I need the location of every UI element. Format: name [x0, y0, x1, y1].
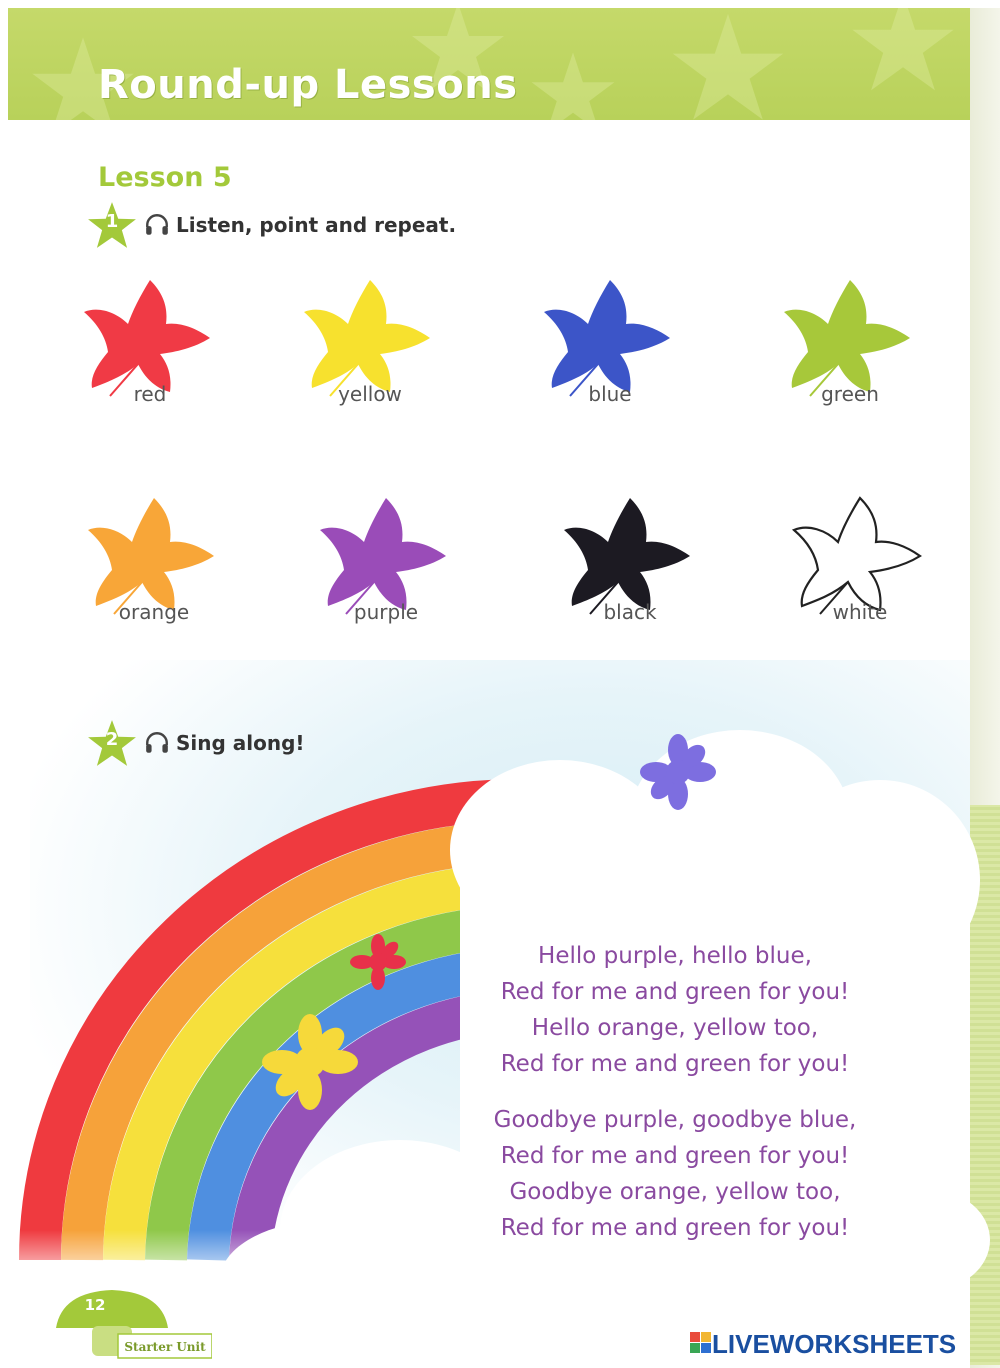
song-line: Goodbye orange, yellow too,: [509, 1179, 841, 1205]
activity-number: 2: [105, 729, 119, 750]
instruction-text: Sing along!: [176, 731, 305, 755]
unit-label: Starter Unit: [124, 1340, 206, 1354]
color-label: green: [821, 382, 879, 406]
lesson-title: Lesson 5: [98, 162, 232, 193]
color-label: yellow: [338, 382, 402, 406]
brand-name: LIVEWORKSHEETS: [712, 1329, 957, 1359]
song-line: Red for me and green for you!: [500, 1143, 850, 1169]
song-line: Goodbye purple, goodbye blue,: [493, 1107, 857, 1133]
song-stanza: [470, 938, 880, 1082]
page-number: 12: [84, 1296, 106, 1314]
color-label: purple: [353, 600, 419, 624]
liveworksheets-logo-icon: [690, 1332, 712, 1354]
color-label: white: [832, 600, 888, 624]
song-line: Hello purple, hello blue,: [538, 943, 812, 969]
song-line: Red for me and green for you!: [500, 1215, 850, 1241]
song-line: Red for me and green for you!: [500, 1051, 850, 1077]
activity-2-instruction: [86, 718, 506, 770]
song-line: Red for me and green for you!: [500, 979, 850, 1005]
headphones-icon[interactable]: [144, 730, 170, 756]
brand-watermark[interactable]: [690, 1326, 990, 1360]
song-lyrics: [470, 938, 880, 1266]
page-title: Round-up Lessons: [98, 62, 518, 108]
activity-number: 1: [105, 211, 119, 232]
color-label: orange: [118, 600, 190, 624]
color-label: blue: [588, 382, 632, 406]
song-stanza: [470, 1102, 880, 1246]
instruction-text: Listen, point and repeat.: [176, 213, 457, 237]
color-label: black: [603, 600, 657, 624]
color-label: red: [133, 382, 167, 406]
song-line: Hello orange, yellow too,: [531, 1015, 819, 1041]
